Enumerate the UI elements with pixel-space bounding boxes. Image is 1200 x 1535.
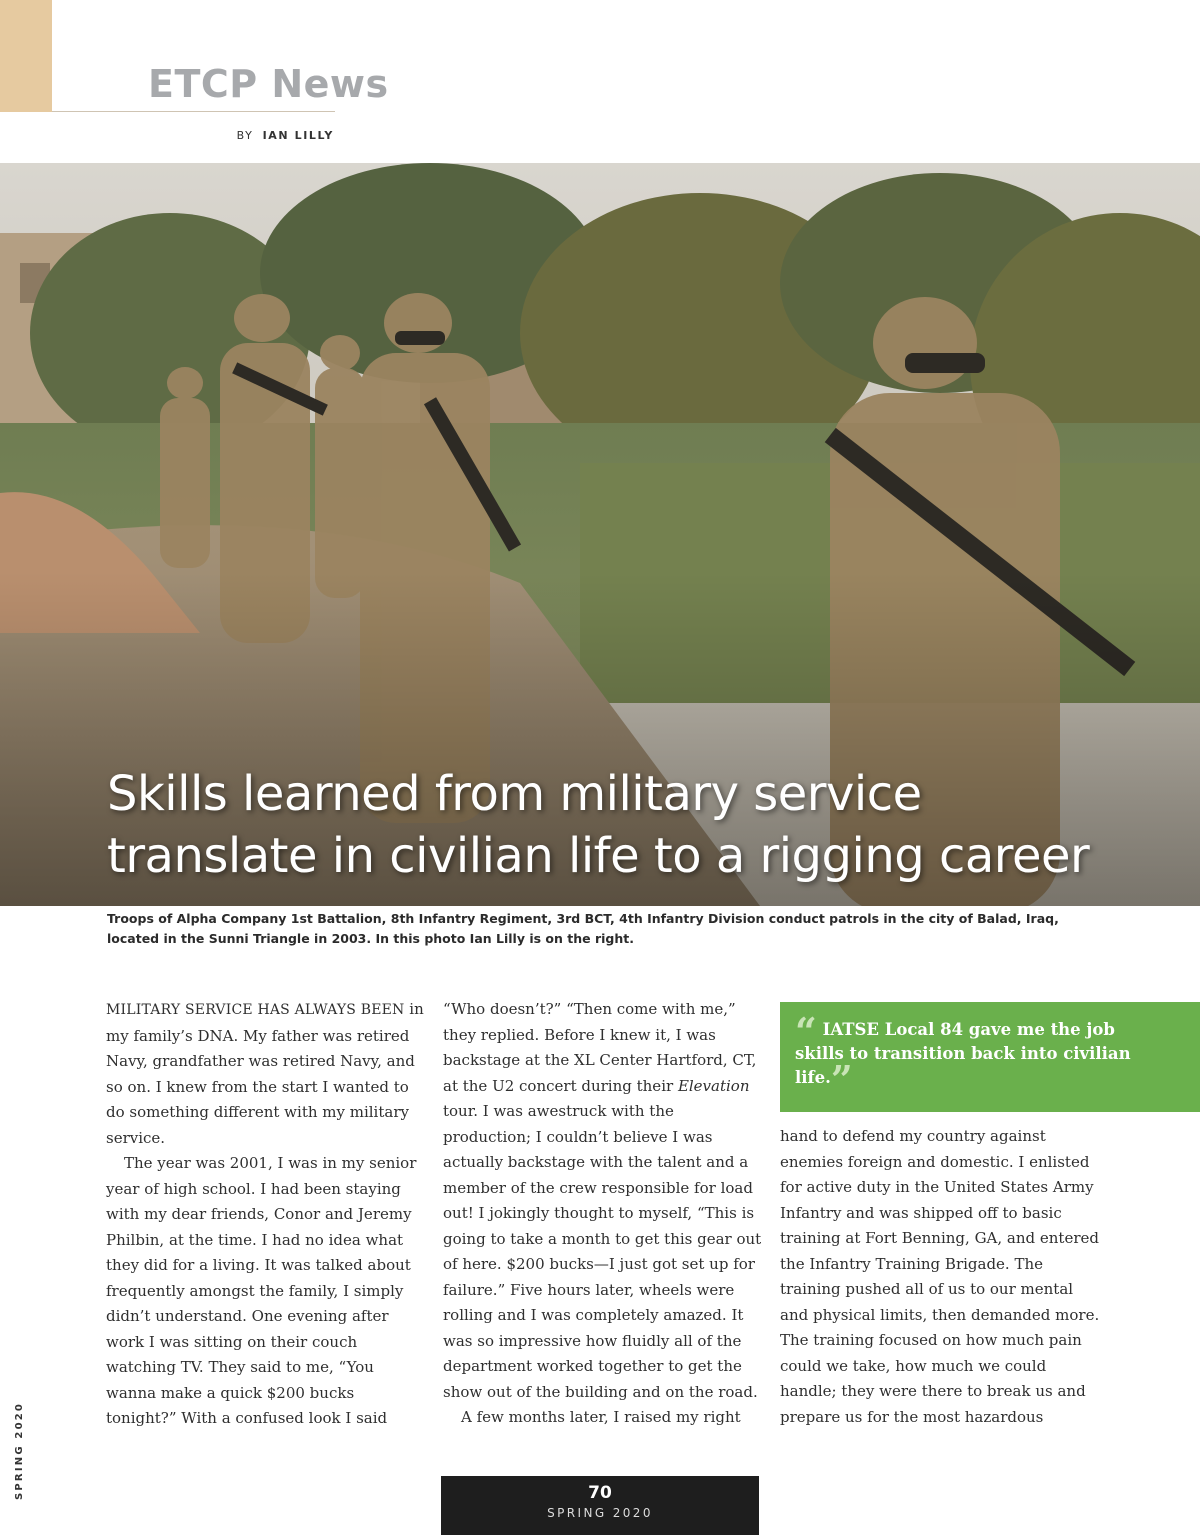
headline-line-2: translate in civilian life to a rigging career	[107, 828, 1090, 884]
side-issue-label: SPRING 2020	[14, 1401, 25, 1500]
section-title: ETCP News	[148, 62, 389, 106]
close-quote-mark: ”	[830, 1057, 853, 1102]
byline-by: BY	[236, 129, 254, 142]
hero-photo	[0, 163, 1200, 906]
pull-quote-text	[795, 1009, 1160, 1102]
header-accent-tab	[0, 0, 52, 112]
paragraph-text: tour. I was awestruck with the production; I couldn’t believe I was actually backstage with the talent and a member of the crew responsible for load out! I jokingly thought to myself, “This is going to take a month to get this gear out of here. $200 bucks—I just got set up for failure.” Five hours later, wheels were rolling and I was completely amazed. It was so impressive how fluidly all of the department worked together to get the show out of the building and on the road.	[443, 1102, 762, 1401]
paragraph: A few months later, I raised my right	[461, 1408, 741, 1426]
title-divider	[52, 111, 335, 112]
article-headline	[107, 763, 1167, 887]
byline-author: IAN LILLY	[262, 129, 334, 142]
byline	[0, 129, 334, 142]
issue-season: SPRING 2020	[547, 1506, 653, 1520]
paragraph: The year was 2001, I was in my senior year of high school. I had been staying with my dear friends, Conor and Jeremy Philbin, at the time. I had no idea what they did for a living. It was talked about frequently amongst the family, I simply didn’t understand. One evening after work I was sitting on their couch watching TV. They said to me, “You wanna make a quick $200 bucks tonight?” With a confused look I said	[106, 1154, 417, 1427]
tour-name: Elevation	[677, 1076, 750, 1095]
open-quote-mark: “	[795, 1009, 817, 1054]
paragraph-text: “Who doesn’t?” “Then come with me,” they replied. Before I knew it, I was backstage at the XL Center Hartford, CT, at the U2 concert during their	[443, 1000, 757, 1095]
headline-line-1: Skills learned from military service	[107, 766, 922, 822]
photo-caption: Troops of Alpha Company 1st Battalion, 8th Infantry Regiment, 3rd BCT, 4th Infantry Division conduct patrols in the city of Balad, Iraq, located in the Sunni Triangle in 2003. In this photo Ian Lilly is on the right.	[107, 911, 1059, 946]
quote-body: IATSE Local 84 gave me the job skills to transition back into civilian life.	[795, 1020, 1131, 1087]
paragraph	[106, 997, 426, 1151]
page-number: 70	[588, 1483, 612, 1503]
body-column-3	[780, 1124, 1100, 1430]
pull-quote	[780, 1002, 1200, 1112]
paragraph-text: in my family’s DNA. My father was retired Navy, grandfather was retired Navy, and so on. I knew from the start I wanted to do something different with my military service.	[106, 1000, 424, 1147]
body-column-1	[106, 997, 426, 1432]
paragraph	[443, 997, 763, 1405]
page-footer	[441, 1476, 759, 1535]
body-column-2	[443, 997, 763, 1431]
paragraph: hand to defend my country against enemies foreign and domestic. I enlisted for active duty in the United States Army Infantry and was shipped off to basic training at Fort Benning, GA, and entered the Infantry Training Brigade. The training pushed all of us to our mental and physical limits, then demanded more. The training focused on how much pain could we take, how much we could handle; they were there to break us and prepare us for the most hazardous	[780, 1127, 1100, 1426]
lead-in: MILITARY SERVICE HAS ALWAYS BEEN	[106, 1002, 405, 1018]
